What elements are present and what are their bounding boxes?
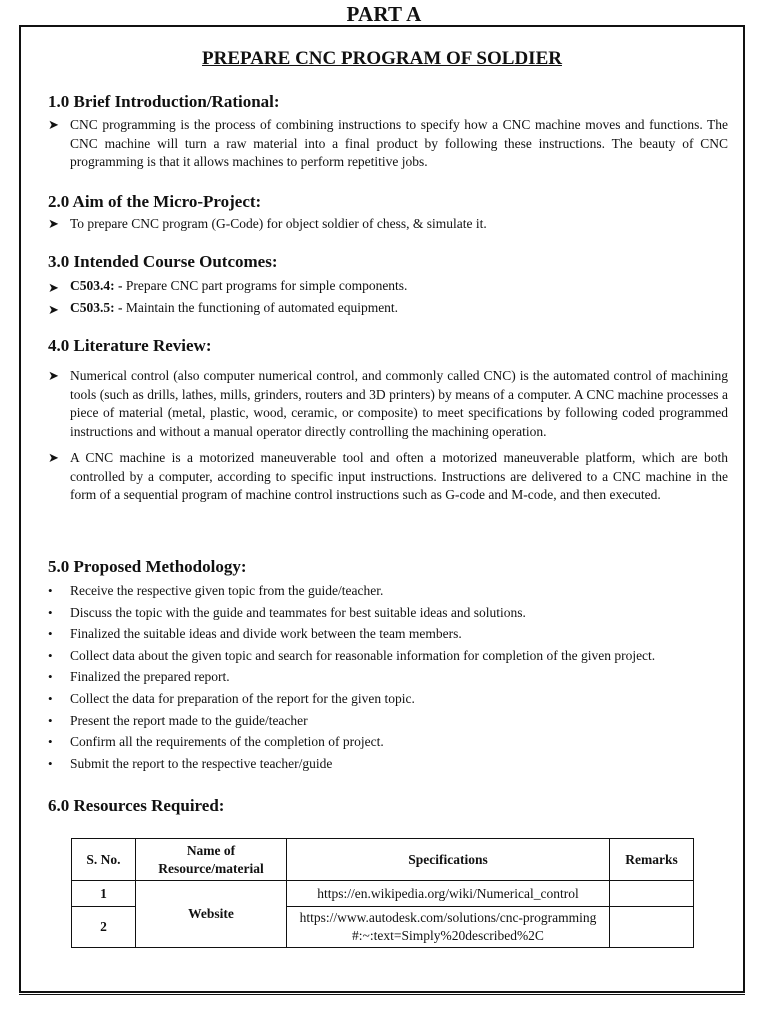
arrow-bullet-icon: ➤ bbox=[48, 117, 59, 132]
table-cell: Website bbox=[136, 881, 287, 948]
section-heading: 3.0 Intended Course Outcomes: bbox=[48, 252, 278, 271]
section-aim bbox=[48, 191, 728, 234]
arrow-bullet-icon: ➤ bbox=[48, 368, 59, 383]
list-item: • Collect the data for preparation of the report for the given topic. bbox=[48, 688, 728, 710]
list-item: ➤ CNC programming is the process of combining instructions to specify how a CNC machine moves and functions. The CNC machine will turn a raw material into a final product by following these instructions. The beauty of CNC programming is that it allows machines to perform repetitive jobs. bbox=[48, 117, 728, 169]
arrow-bullet-icon: ➤ bbox=[48, 216, 59, 231]
table-header: Specifications bbox=[287, 839, 610, 881]
arrow-bullet-icon: ➤ bbox=[48, 450, 59, 465]
list-item: • Present the report made to the guide/teacher bbox=[48, 710, 728, 732]
resources-table bbox=[71, 838, 694, 948]
section-heading: 5.0 Proposed Methodology: bbox=[48, 557, 247, 576]
section-heading: 4.0 Literature Review: bbox=[48, 336, 212, 355]
list-item: • Receive the respective given topic from the guide/teacher. bbox=[48, 580, 728, 602]
table-cell bbox=[610, 881, 694, 907]
section-methodology bbox=[48, 556, 728, 774]
list-item: • Discuss the topic with the guide and teammates for best suitable ideas and solutions. bbox=[48, 602, 728, 624]
section-outcomes bbox=[48, 251, 728, 319]
arrow-bullet-icon: ➤ bbox=[48, 280, 59, 295]
section-heading: 1.0 Brief Introduction/Rational: bbox=[48, 92, 280, 111]
table-cell: 2 bbox=[72, 907, 136, 948]
section-introduction bbox=[48, 91, 728, 172]
list-item: • Collect data about the given topic and search for reasonable information for completion of the given project. bbox=[48, 645, 728, 667]
table-header: Remarks bbox=[610, 839, 694, 881]
table-cell: https://www.autodesk.com/solutions/cnc-programming#:~:text=Simply%20described%2C bbox=[287, 907, 610, 948]
list-item: • Finalized the suitable ideas and divide work between the team members. bbox=[48, 623, 728, 645]
section-heading: 6.0 Resources Required: bbox=[48, 796, 225, 815]
table-cell: 1 bbox=[72, 881, 136, 907]
page-frame bbox=[19, 25, 745, 993]
part-title: PART A bbox=[346, 2, 422, 26]
section-resources bbox=[48, 795, 728, 817]
table-row bbox=[72, 881, 694, 907]
list-item: • Confirm all the requirements of the completion of project. bbox=[48, 731, 728, 753]
list-item: ➤ To prepare CNC program (G-Code) for object soldier of chess, & simulate it. bbox=[48, 215, 728, 234]
list-item: ➤ Numerical control (also computer numerical control, and commonly called CNC) is the automated control of machining tools (such as drills, lathes, mills, grinders, routers and 3D printers) by means of a computer. A CNC machine processes a piece of material (metal, plastic, wood, ceramic, or composite) to meet specifications by following coded programmed instructions and without a manual operator directly controlling the machining operation. bbox=[48, 368, 728, 439]
list-item: • Submit the report to the respective teacher/guide bbox=[48, 753, 728, 775]
section-heading: 2.0 Aim of the Micro-Project: bbox=[48, 192, 262, 211]
list-item: ➤ C503.4: - Prepare CNC part programs for simple components. bbox=[48, 275, 728, 297]
table-cell: https://en.wikipedia.org/wiki/Numerical_control bbox=[287, 881, 610, 907]
table-cell bbox=[610, 907, 694, 948]
list-item: • Finalized the prepared report. bbox=[48, 666, 728, 688]
document-title: PREPARE CNC PROGRAM OF SOLDIER bbox=[202, 48, 562, 69]
table-header: Name of Resource/material bbox=[136, 839, 287, 881]
list-item: ➤ C503.5: - Maintain the functioning of automated equipment. bbox=[48, 297, 728, 319]
section-literature bbox=[48, 335, 728, 505]
list-item: ➤ A CNC machine is a motorized maneuverable tool and often a motorized maneuverable platform, which are both controlled by a computer, according to specific input instructions. Instructions are delivered to a CNC machine in the form of a sequential program of machine control instructions such as G-code and M-code, and then executed. bbox=[48, 450, 728, 502]
table-header: S. No. bbox=[72, 839, 136, 881]
arrow-bullet-icon: ➤ bbox=[48, 302, 59, 317]
